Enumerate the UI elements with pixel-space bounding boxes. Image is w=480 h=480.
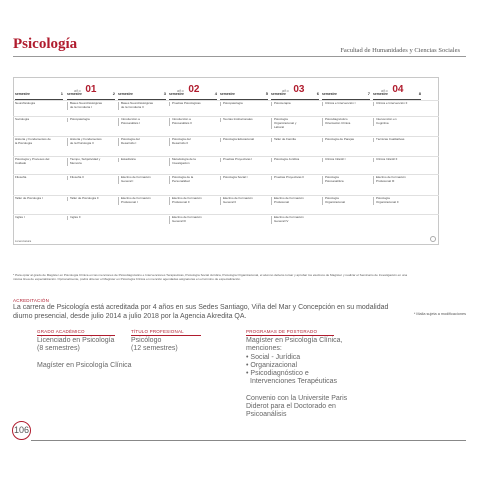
year-number: 02: [188, 84, 200, 95]
list-item: • Social - Jurídica: [246, 353, 301, 361]
course-cell: Psicología Organizacional II: [373, 197, 409, 205]
course-cell: Electivo de Formación General IV: [271, 216, 307, 224]
course-cell: Electivo de Formación Profesional II: [169, 197, 205, 205]
course-cell: Filosofía II: [67, 176, 103, 180]
course-cell: Bases Neurofisiológicas de la Conducta I: [67, 102, 103, 110]
year-header-1: año 01: [74, 84, 97, 95]
subject-note: * Malla sujeta a modificaciones: [413, 312, 466, 316]
course-cell: Electivo de Formación Profesional III: [373, 176, 409, 184]
page-number: 106: [12, 421, 31, 440]
course-cell: Inglés II: [67, 216, 103, 220]
year-header-3: año 03: [282, 84, 305, 95]
course-cell: Neurofisiología: [15, 101, 36, 105]
course-cell: Electivo de Formación Profesional I: [118, 197, 154, 205]
footer-divider: [31, 440, 466, 441]
page-title: Psicología: [13, 36, 78, 52]
postgrad-divider: [246, 335, 334, 336]
agreement-text: Convenio con la Universite Paris: [246, 394, 348, 402]
course-cell: Estadística: [118, 158, 154, 162]
course-cell: Introducción a Psicoanálisis II: [169, 118, 205, 126]
agreement-text: Diderot para el Doctorado en: [246, 403, 336, 411]
course-cell: Clínica e Intervención II: [373, 102, 409, 106]
course-cell: Psicología Organizacional y Laboral: [271, 118, 307, 129]
course-cell: Psicología Organizacional: [322, 197, 358, 205]
academic-degree-heading: GRADO ACADÉMICO: [37, 329, 85, 334]
course-cell: Técnicas Cualitativas: [373, 138, 409, 142]
course-cell: Intervención en Cognitiva: [373, 118, 409, 126]
year-header-2: año 02: [177, 84, 200, 95]
course-cell: Taller de Familia: [271, 138, 307, 142]
course-cell: Electivo de Formación Profesional: [271, 197, 307, 205]
accreditation-heading: ACREDITACIÓN: [13, 298, 50, 303]
course-cell: Psicología Jurídica: [271, 158, 307, 162]
postgrad-programs: Magíster en Psicología Clínica, menciones: • Social - Jurídica • Organizacional • Psicodiagnóstico e Intervenciones Terapéuticas Convenio con la Universite Paris Diderot para el Doctorado en Psicoanálisis: [246, 337, 348, 419]
course-cell: Electivo de Formación General III: [169, 216, 205, 224]
course-cell: Historia y Fundamentos de la Psicología: [15, 137, 51, 145]
course-cell: Taller de Psicología II: [67, 197, 103, 201]
course-cell: Bases Neurofisiológicas de la Conducta II: [118, 102, 154, 110]
academic-degree: [37, 337, 132, 370]
course-cell: Psicopatología: [67, 118, 103, 122]
course-cell: Tiempo, Subjetividad y Memoria: [67, 158, 103, 166]
semester-header: semestre 2: [67, 91, 115, 100]
magister-footnote: * Para optar al grado de Magíster en Psicología Clínica en las menciones de Psicodiagnóstico e Intervenciones Terapéuticas, Psicología Social Jurídica, Psicología Organizacional, el alumno deberá cursar y aprobar los electivos de Magíster y realizar el Seminario de Investigación en una misma línea de especialización. Opcionalmente, podrá obtener el Magíster en Psicología Clínica en mención agendadas asignaturas en el término de especialización.: [13, 273, 408, 282]
accreditation-text: La carrera de Psicología está acreditada por 4 años en sus Sedes Santiago, Viña del Mar y Concepción en su modalidad diurno presencial, desde julio 2014 a julio 2018 por la Agencia Akredita QA.: [13, 304, 389, 320]
course-cell: Taller de Psicología I: [15, 196, 43, 200]
course-cell: Psicología Educacional: [220, 138, 256, 142]
professional-title: [131, 337, 178, 354]
course-cell: Psicodiagnóstico Orientación Clínica: [322, 118, 358, 126]
course-cell: Pruebas Proyectivas I: [220, 158, 256, 162]
course-cell: Filosofía: [15, 175, 27, 179]
course-cell: Inglés I: [15, 215, 25, 219]
list-item: • Psicodiagnóstico e: [246, 370, 309, 378]
course-cell: Clínica Infantil I: [322, 158, 358, 162]
list-item: • Organizacional: [246, 361, 298, 369]
course-cell: Pruebas Proyectivas II: [271, 176, 307, 180]
course-cell: Psicología del Desarrollo II: [169, 138, 205, 146]
year-number: 01: [85, 84, 97, 95]
year-number: 04: [392, 84, 404, 95]
course-cell: Psicología del Desarrollo I: [118, 138, 154, 146]
course-cell: Clínica Infantil II: [373, 158, 409, 162]
title-duration: (12 semestres): [131, 345, 178, 353]
course-cell: Psicología y Procesos del Cuidado: [15, 157, 50, 165]
course-cell: Historia y Fundamentos de la Psicología II: [67, 138, 103, 146]
professional-title-heading: TÍTULO PROFESIONAL: [131, 329, 184, 334]
professional-divider: [131, 335, 201, 336]
licenciatura-label: Licenciatura: [15, 239, 32, 243]
title-name: Psicólogo: [131, 337, 162, 344]
year-number: 03: [293, 84, 305, 95]
course-cell: Electivo de Formación General I: [118, 176, 154, 184]
grid-end-marker: [430, 236, 436, 242]
course-cell: Clínica e Intervención I: [322, 102, 358, 106]
academic-divider: [37, 335, 115, 336]
course-cell: Psicología Psicoanalítica: [322, 176, 358, 184]
course-cell: Psicología de Parejas: [322, 138, 358, 142]
course-cell: Psicopatología: [220, 102, 256, 106]
semester-header: semestre 6: [271, 91, 319, 100]
semester-header: semestre 5: [220, 91, 268, 100]
course-cell: Teorías Institucionales: [220, 118, 256, 122]
course-cell: Psicología Social I: [220, 176, 256, 180]
course-cell: Sociología: [15, 117, 30, 121]
degree-name: Licenciado en Psicología: [37, 337, 115, 344]
course-cell: Introducción a Psicoanálisis I: [118, 118, 154, 126]
course-cell: Psicología de la Personalidad: [169, 176, 205, 184]
magister-name: Magíster en Psicología Clínica: [37, 361, 132, 369]
course-cell: Metodología de la Investigación: [169, 158, 205, 166]
year-header-4: año 04: [381, 84, 404, 95]
semester-header: semestre 4: [169, 91, 217, 100]
semester-header: semestre 7: [322, 91, 370, 100]
course-cell: Psicoterapia: [271, 102, 307, 106]
semester-header: semestre 1: [15, 91, 63, 100]
semester-header: semestre 8: [373, 91, 421, 100]
agreement-text: Psicoanálisis: [246, 411, 287, 419]
degree-duration: (8 semestres): [37, 345, 80, 353]
course-cell: Electivo de Formación General II: [220, 197, 256, 205]
course-cell: Pruebas Psicológicas: [169, 102, 205, 106]
faculty-name: Facultad de Humanidades y Ciencias Sociales: [340, 47, 460, 54]
postgrad-heading: PROGRAMAS DE POSTGRADO: [246, 329, 318, 334]
semester-header: semestre 3: [118, 91, 166, 100]
list-item: Intervenciones Terapéuticas: [250, 378, 338, 386]
header-divider: [13, 56, 466, 57]
